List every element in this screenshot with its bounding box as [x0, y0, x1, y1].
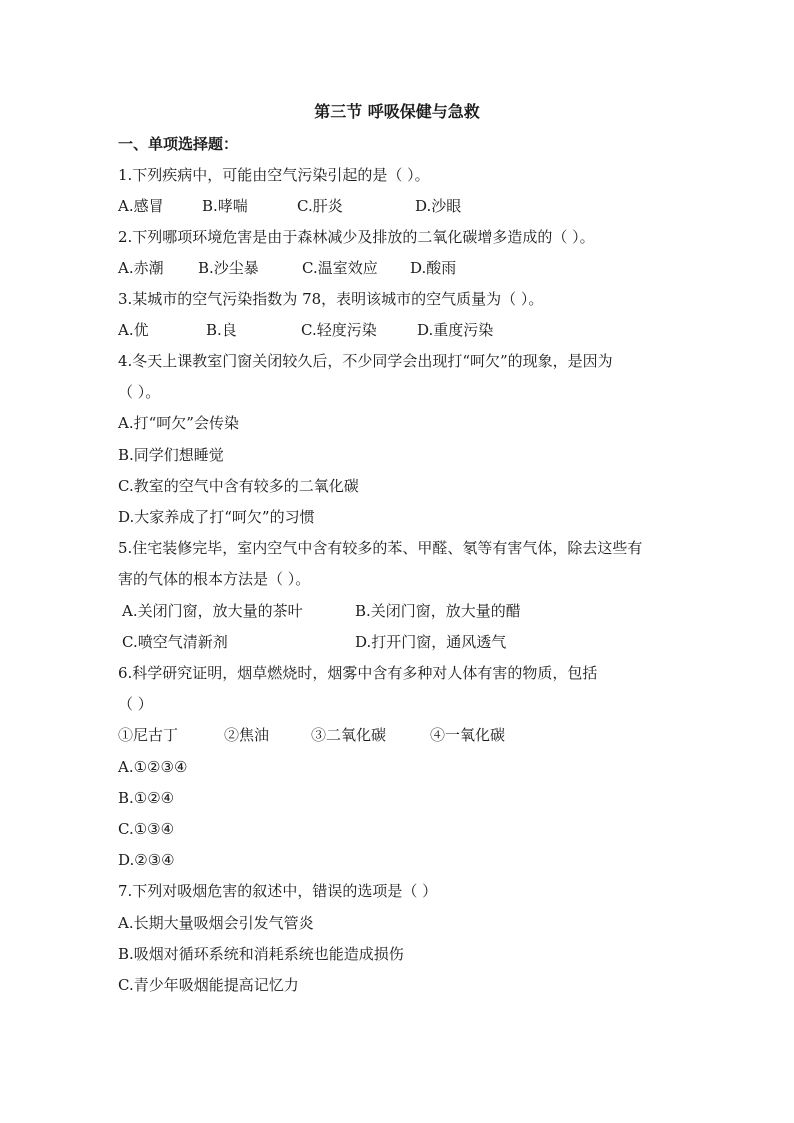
- question-2-stem: 2.下列哪项环境危害是由于森林减少及排放的二氧化碳增多造成的（ ）。: [118, 228, 595, 246]
- section-heading: 一、单项选择题：: [118, 135, 239, 153]
- option-c: C.喷空气清新剂: [122, 633, 228, 651]
- option-c: C.温室效应: [302, 259, 378, 277]
- question-4-stem-line-1: 4.冬天上课教室门窗关闭较久后，不少同学会出现打“呵欠”的现象，是因为: [118, 352, 613, 370]
- option-b: B.关闭门窗，放大量的醋: [355, 602, 521, 620]
- item-4: ④一氧化碳: [430, 726, 506, 744]
- question-1-options: [118, 195, 461, 217]
- item-1: ①尼古丁: [118, 726, 179, 744]
- question-7-option-b: B.吸烟对循环系统和消耗系统也能造成损伤: [118, 945, 404, 963]
- option-a: A.关闭门窗，放大量的茶叶: [122, 602, 303, 620]
- item-3: ③二氧化碳: [311, 726, 387, 744]
- question-2-options: [118, 257, 456, 279]
- question-5-stem-line-1: 5.住宅装修完毕，室内空气中含有较多的苯、甲醛、氡等有害气体，除去这些有: [118, 539, 643, 557]
- option-b: B.沙尘暴: [198, 259, 259, 277]
- question-6-option-a: A.①②③④: [118, 758, 188, 776]
- option-d: D.打开门窗，通风透气: [355, 633, 507, 651]
- option-a: A.感冒: [118, 197, 164, 215]
- question-5-stem-line-2: 害的气体的根本方法是（ ）。: [118, 570, 311, 588]
- question-7-option-a: A.长期大量吸烟会引发气管炎: [118, 914, 314, 932]
- option-c: C.轻度污染: [301, 321, 377, 339]
- question-5-options-row-1: [122, 600, 521, 622]
- question-6-stem-line-2: （ ）: [118, 695, 153, 713]
- option-d: D.沙眼: [415, 197, 462, 215]
- question-1-stem: 1.下列疾病中，可能由空气污染引起的是（ ）。: [118, 166, 430, 184]
- question-6-stem-line-1: 6.科学研究证明，烟草燃烧时，烟雾中含有多种对人体有害的物质，包括: [118, 664, 598, 682]
- option-a: A.赤潮: [118, 259, 164, 277]
- question-4-option-c: C.教室的空气中含有较多的二氧化碳: [118, 477, 359, 495]
- question-6-option-b: B.①②④: [118, 789, 175, 807]
- question-4-stem-line-2: （ ）。: [118, 383, 161, 401]
- page-title: 第三节 呼吸保健与急救: [314, 102, 480, 121]
- question-3-options: [118, 319, 493, 341]
- question-5-options-row-2: [122, 631, 506, 653]
- question-4-option-d: D.大家养成了打“呵欠”的习惯: [118, 508, 315, 526]
- item-2: ②焦油: [224, 726, 270, 744]
- option-c: C.肝炎: [297, 197, 343, 215]
- question-4-option-b: B.同学们想睡觉: [118, 446, 224, 464]
- question-7-option-c: C.青少年吸烟能提高记忆力: [118, 976, 299, 994]
- option-d: D.酸雨: [410, 259, 457, 277]
- question-3-stem: 3.某城市的空气污染指数为 78，表明该城市的空气质量为（ ）。: [118, 290, 544, 308]
- option-b: B.哮喘: [202, 197, 248, 215]
- option-a: A.优: [118, 321, 149, 339]
- question-6-option-d: D.②③④: [118, 851, 175, 869]
- question-7-stem: 7.下列对吸烟危害的叙述中，错误的选项是（ ）: [118, 882, 438, 900]
- option-b: B.良: [206, 321, 237, 339]
- question-6-option-c: C.①③④: [118, 820, 175, 838]
- question-6-items: [118, 724, 505, 746]
- question-4-option-a: A.打“呵欠”会传染: [118, 414, 239, 432]
- option-d: D.重度污染: [417, 321, 494, 339]
